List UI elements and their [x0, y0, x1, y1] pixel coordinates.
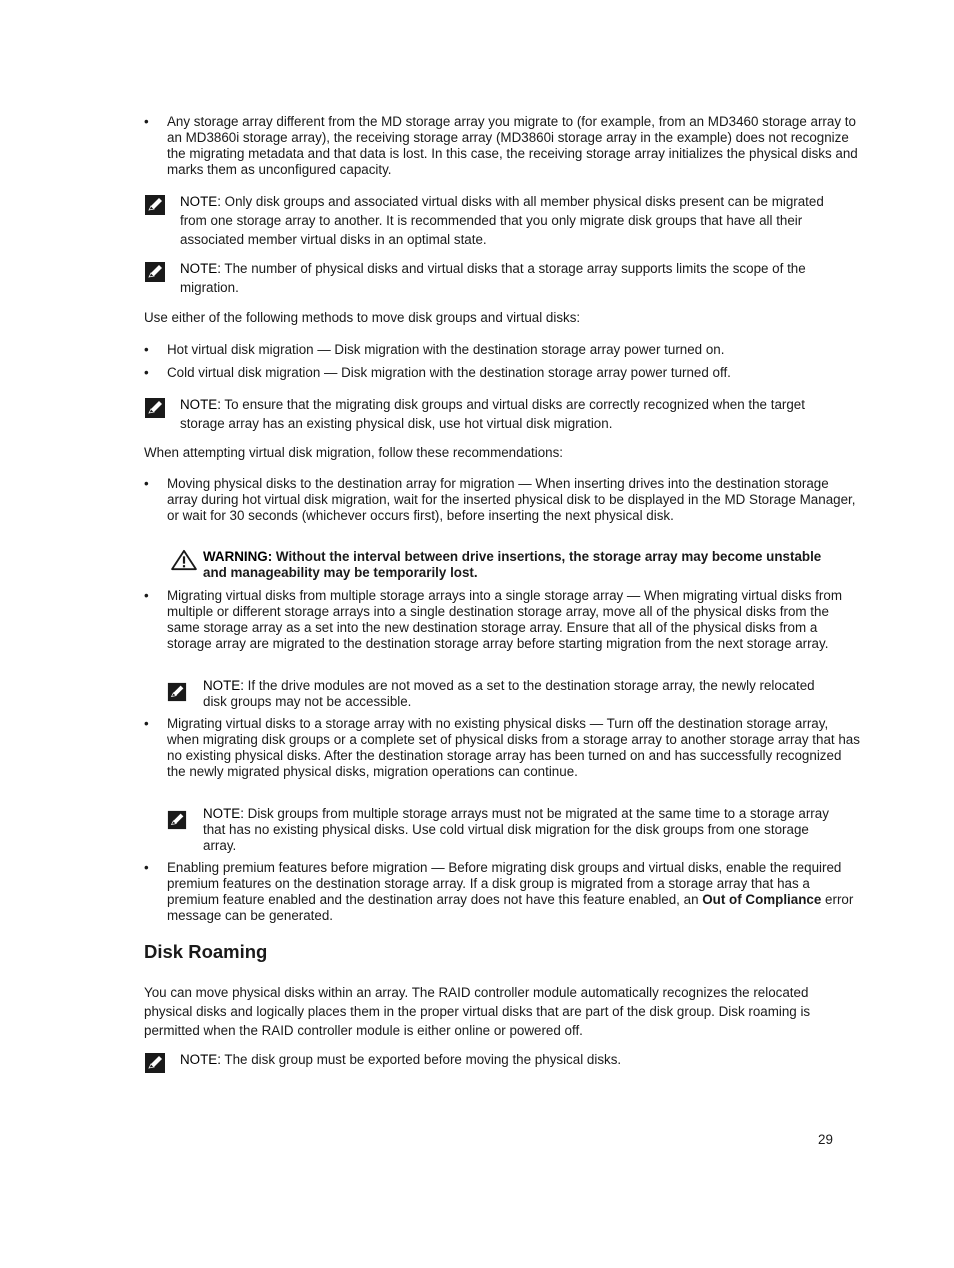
bullet-dot: •: [144, 860, 149, 875]
list-item: [144, 860, 861, 924]
list-item: [144, 476, 861, 524]
note-label: NOTE:: [180, 1052, 221, 1067]
list-item-text: Any storage array different from the MD storage array you migrate to (for example, from an MD3460 storage array to an MD3860i storage array), the receiving storage array (MD3860i storage array in the example) does not recognize the migrating metadata and that data is lost. In this case, the receiving storage array initializes the physical disks and marks them as unconfigured capacity.: [167, 114, 858, 177]
note-label: NOTE:: [180, 397, 221, 412]
note-label: NOTE:: [180, 261, 221, 276]
note-text: To ensure that the migrating disk groups and virtual disks are correctly recognized when the target storage array has an existing physical disk, use hot virtual disk migration.: [180, 397, 805, 431]
note: [167, 806, 838, 854]
note: [167, 678, 838, 710]
list-item-text: Moving physical disks to the destination array for migration — When inserting drives into the destination storage array during hot virtual disk migration, wait for the inserted physical disk to be displayed in the MD Storage Manager, or wait for 30 seconds (whichever occurs first), before inserting the next physical disk.: [167, 476, 856, 523]
error-message-name: Out of Compliance: [702, 892, 822, 907]
list-item: [144, 340, 861, 359]
bullet-dot: •: [144, 342, 149, 357]
paragraph: When attempting virtual disk migration, follow these recommendations:: [144, 445, 564, 460]
list-item-text: Enabling premium features before migration — Before migrating disk groups and virtual disks, enable the required premium features on the destination storage array. If a disk group is migrated from a storage array that has a premium feature enabled and the destination array does not have this feature enabled, an: [167, 860, 842, 907]
list-item: [144, 114, 861, 178]
list-item: [144, 588, 861, 652]
page-number: 29: [818, 1132, 833, 1147]
list-item-text: error message can be generated.: [167, 892, 854, 923]
list-item-text: Cold virtual disk migration — Disk migration with the destination storage array power turned off.: [167, 365, 731, 380]
bullet-dot: •: [144, 588, 149, 603]
note-label: NOTE:: [180, 194, 221, 209]
note: [144, 192, 838, 249]
pencil-note-icon: [144, 261, 166, 283]
note-text: Only disk groups and associated virtual disks with all member physical disks present can be migrated from one storage array to another. It is recommended that you only migrate disk groups that have all their associated member virtual disks in an optimal state.: [180, 194, 824, 247]
note-label: NOTE:: [203, 806, 244, 821]
note: [144, 1050, 838, 1069]
list-item: [144, 363, 861, 382]
list-item-text: Hot virtual disk migration — Disk migration with the destination storage array power turned on.: [167, 342, 725, 357]
section-heading: Disk Roaming: [144, 941, 268, 962]
pencil-note-icon: [167, 810, 187, 830]
bullet-dot: •: [144, 476, 149, 491]
note-text: The number of physical disks and virtual disks that a storage array supports limits the scope of the migration.: [180, 261, 806, 295]
pencil-note-icon: [167, 682, 187, 702]
list-item-text: Migrating virtual disks to a storage array with no existing physical disks — Turn off the destination storage array, when migrating disk groups or a complete set of physical disks from a storage array to another storage array that has no existing physical disks. After the destination storage array has been turned on and has successfully recognized the newly migrated physical disks, migration operations can continue.: [167, 716, 860, 779]
pencil-note-icon: [144, 1052, 166, 1074]
note-text: If the drive modules are not moved as a set to the destination storage array, the newly relocated disk groups may not be accessible.: [203, 678, 815, 709]
bullet-dot: •: [144, 365, 149, 380]
warning-label: WARNING:: [203, 549, 273, 564]
note-text: Disk groups from multiple storage arrays must not be migrated at the same time to a storage array that has no existing physical disks. Use cold virtual disk migration for the disk groups from one storage array.: [203, 806, 829, 853]
list-item: [144, 716, 861, 780]
list-item-text: Migrating virtual disks from multiple storage arrays into a single storage array — When migrating virtual disks from multiple or different storage arrays into a single destination storage array, move all of the physical disks from the same storage array as a set into the new destination storage array. Ensure that all of the physical disks from a storage array are migrated to the destination storage array before starting migration from the next storage array.: [167, 588, 842, 651]
note: [144, 259, 838, 297]
pencil-note-icon: [144, 397, 166, 419]
note-label: NOTE:: [203, 678, 244, 693]
note-text: The disk group must be exported before moving the physical disks.: [224, 1052, 622, 1067]
warning: [167, 549, 838, 581]
pencil-note-icon: [144, 194, 166, 216]
bullet-dot: •: [144, 716, 149, 731]
paragraph: Use either of the following methods to move disk groups and virtual disks:: [144, 310, 581, 325]
paragraph: You can move physical disks within an array. The RAID controller module automatically recognizes the relocated physical disks and logically places them in the proper virtual disks that are part of the disk group. Disk roaming is permitted when the RAID controller module is either online or powered off.: [144, 985, 811, 1038]
note: [144, 395, 838, 433]
warning-text: Without the interval between drive insertions, the storage array may become unstable and manageability may be temporarily lost.: [203, 549, 822, 580]
warning-triangle-icon: [169, 549, 199, 571]
bullet-dot: •: [144, 114, 149, 129]
